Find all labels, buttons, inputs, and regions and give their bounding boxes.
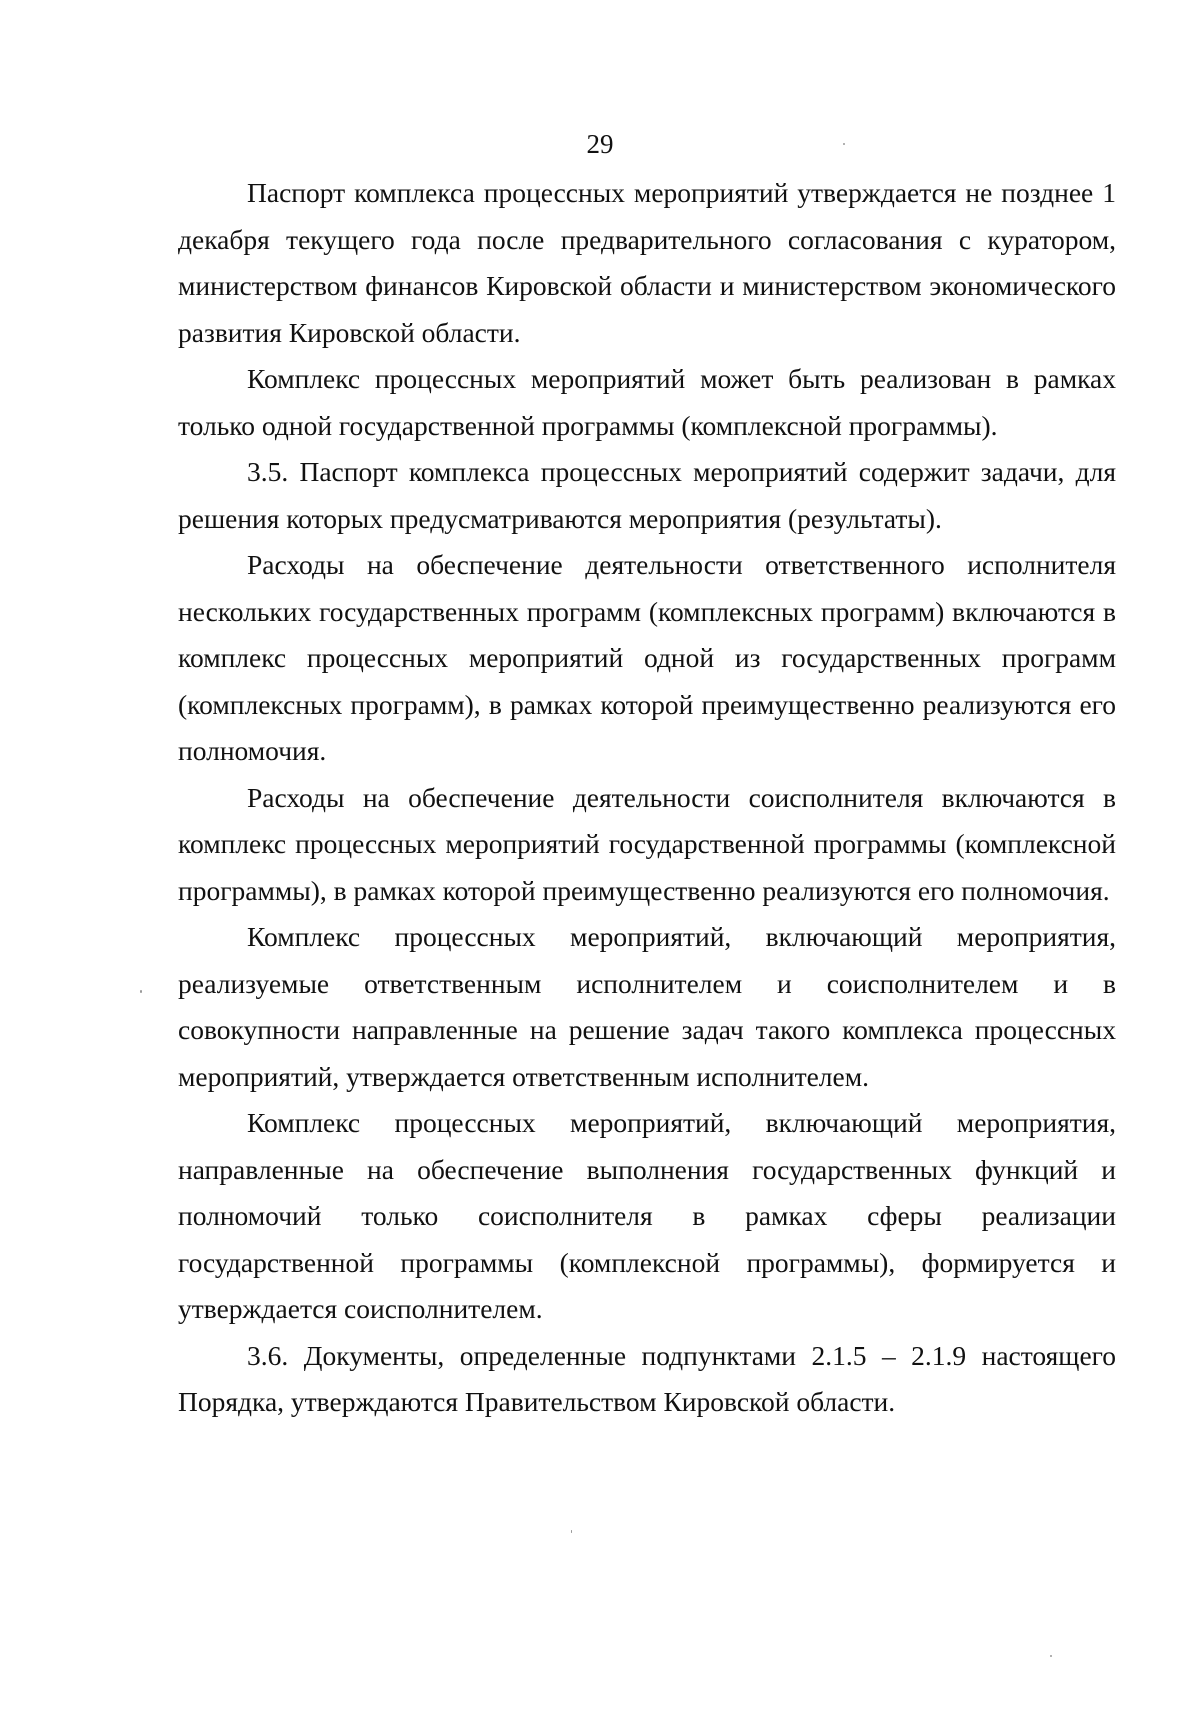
paragraph-joint-complex: Комплекс процессных мероприятий, включающий мероприятия, реализуемые ответственным исполнителем и соисполнителем и в совокупности направленные на решение задач такого комплекса процессных мероприятий, утверждается ответственным исполнителем. [178,921,1116,1092]
scan-speck [571,1530,572,1533]
paragraph-3-5: 3.5. Паспорт комплекса процессных мероприятий содержит задачи, для решения которых предусматриваются мероприятия (результаты). [178,456,1116,534]
paragraph-single-program: Комплекс процессных мероприятий может быть реализован в рамках только одной государственной программы (комплексной программы). [178,363,1116,441]
paragraph-executor-expenses: Расходы на обеспечение деятельности ответственного исполнителя нескольких государственных программ (комплексных программ) включаются в комплекс процессных мероприятий одной из государственных программ (комплексных программ), в рамках которой преимущественно реализуются его полномочия. [178,549,1116,766]
scan-speck [1050,1655,1052,1657]
paragraph-coexecutor-complex: Комплекс процессных мероприятий, включающий мероприятия, направленные на обеспечение выполнения государственных функций и полномочий только соисполнителя в рамках сферы реализации государственной программы (комплексной программы), формируется и утверждается соисполнителем. [178,1107,1116,1324]
scan-speck [140,990,142,993]
paragraph-3-6: 3.6. Документы, определенные подпунктами 2.1.5 – 2.1.9 настоящего Порядка, утверждаются Правительством Кировской области. [178,1339,1116,1417]
paragraph-passport-approval: Паспорт комплекса процессных мероприятий утверждается не позднее 1 декабря текущего года после предварительного согласования с куратором, министерством финансов Кировской области и министерством экономического развития Кировской области. [178,177,1116,348]
document-body [178,170,1116,1426]
paragraph-coexecutor-expenses: Расходы на обеспечение деятельности соисполнителя включаются в комплекс процессных мероприятий государственной программы (комплексной программы), в рамках которой преимущественно реализуются его полномочия. [178,781,1116,906]
scan-speck [843,143,845,145]
page-number: 29 [586,129,614,159]
